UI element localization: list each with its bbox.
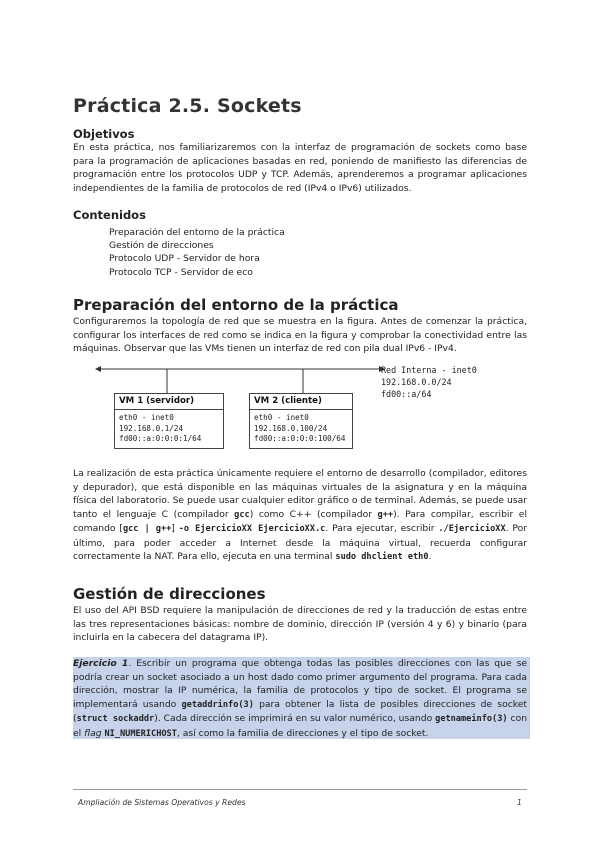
- network-label: [381, 364, 477, 401]
- text-run: . Por último, para poder acceder a Internet desde la máquina virtual, recuerda configurar correctamente la NAT. Para ello, ejecuta en una terminal: [73, 523, 527, 562]
- dhclient-command: sudo dhclient eth0: [335, 552, 429, 562]
- function-getaddrinfo: getaddrinfo(3): [181, 699, 254, 710]
- vm2-ipv6: fd00::a:0:0:0:100/64: [254, 434, 346, 444]
- vm1-ipv4: 192.168.0.1/24: [119, 423, 184, 433]
- network-name: Red Interna - inet0: [381, 365, 477, 375]
- compiler-gpp: g++: [377, 509, 394, 520]
- network-ipv4: 192.168.0.0/24: [381, 377, 452, 388]
- exercise-label: Ejercicio 1: [73, 658, 129, 669]
- page-title: Práctica 2.5. Sockets: [73, 95, 302, 117]
- struct-sockaddr: struct sockaddr: [76, 714, 155, 724]
- contents-item[interactable]: Protocolo TCP - Servidor de eco: [109, 266, 253, 278]
- function-getnameinfo: getnameinfo(3): [435, 714, 508, 724]
- page-number: 1: [517, 798, 522, 807]
- text-run: .: [428, 551, 432, 562]
- vm2-box: [249, 393, 353, 449]
- vm1-box: [114, 393, 224, 449]
- environment-paragraph: [73, 467, 527, 565]
- objetivos-heading: Objetivos: [73, 127, 135, 141]
- network-ipv6: fd00::a/64: [381, 389, 432, 400]
- flag-word: flag: [84, 727, 102, 739]
- run-command: ./EjercicioXX: [438, 524, 506, 534]
- gestion-heading: Gestión de direcciones: [73, 585, 266, 603]
- text-run: ). Cada dirección se imprimirá en su valor numérico, usando: [154, 713, 436, 724]
- contents-list: [109, 226, 285, 279]
- contents-item[interactable]: Gestión de direcciones: [109, 240, 214, 252]
- contenidos-heading: Contenidos: [73, 208, 146, 222]
- compile-command-compiler: gcc | g++: [122, 524, 172, 534]
- contents-item[interactable]: Protocolo UDP - Servidor de hora: [109, 253, 260, 265]
- vm2-title: VM 2 (cliente): [250, 394, 352, 410]
- footer-course: Ampliación de Sistemas Operativos y Redes: [78, 798, 246, 807]
- text-run: ) como C++ (compilador: [249, 508, 378, 520]
- vm2-config: [250, 410, 352, 448]
- bus-left-arrow: [95, 366, 101, 372]
- vm1-iface: eth0 - inet0: [119, 413, 174, 422]
- constant-ni-numerichost: NI_NUMERICHOST: [104, 728, 177, 739]
- objetivos-text: En esta práctica, nos familiarizaremos con la interfaz de programación de sockets como base para la programación de aplicaciones basadas en red, poniendo de manifiesto las diferencias de programación entre los protocolos UDP y TCP. Además, aprenderemos a programar aplicaciones independientes de la familia de protocolos de red (IPv4 o IPv6) utilizados.: [73, 142, 527, 194]
- preparacion-intro: Configuraremos la topología de red que se muestra en la figura. Antes de comenzar la práctica, configurar los interfaces de red como se indica en la figura y comprobar la conectividad entre las máquinas. Observar que las VMs tienen un interfaz de red con pila dual IPv6 - IPv4.: [73, 316, 527, 354]
- text-run: , así como la familia de direcciones y el tipo de socket.: [176, 727, 429, 739]
- footer-divider: [73, 789, 527, 790]
- compiler-gcc: gcc: [234, 509, 250, 520]
- exercise-1-paragraph: [73, 657, 527, 741]
- contents-item[interactable]: Preparación del entorno de la práctica: [109, 227, 285, 238]
- text-run: . Para ejecutar, escribir: [325, 523, 439, 534]
- preparacion-heading: Preparación del entorno de la práctica: [73, 296, 399, 314]
- text-run: para obtener la lista de posibles direcciones de socket (: [73, 698, 527, 724]
- vm1-title: VM 1 (servidor): [115, 394, 223, 410]
- text-run: con el: [73, 713, 528, 739]
- text-run: . Escribir un programa que obtenga todas las posibles direcciones con las que se podría crear un socket asociado a un host dado como primer argumento del programa. Para cada dirección, mostrar la IP numérica, la familia de protocolos y tipo de socket. El programa se implementará usando: [73, 658, 528, 710]
- compile-command-args: -o EjercicioXX EjercicioXX.c: [178, 524, 326, 534]
- text-run: La realización de esta práctica únicamente requiere el entorno de desarrollo (compilador, editores y depurador), que está disponible en las máquinas virtuales de la asignatura y en la máquina física del laboratorio. Se puede usar cualquier editor gráfico o de terminal. Además, se puede usar tanto el lenguaje C (compilador: [73, 468, 527, 520]
- vm2-ipv4: 192.168.0.100/24: [254, 423, 328, 433]
- text-run: ). Para compilar, escribir el comando [: [73, 508, 527, 534]
- gestion-intro: El uso del API BSD requiere la manipulación de direcciones de red y la traducción de estas entre las tres representaciones básicas: nombre de dominio, dirección IP (versión 4 y 6) y binario (para incluirla en la cabecera del datagrama IP).: [73, 605, 527, 643]
- vm2-iface: eth0 - inet0: [254, 413, 309, 422]
- vm1-ipv6: fd00::a:0:0:0:1/64: [119, 434, 202, 444]
- text-run: ]: [171, 523, 179, 534]
- vm1-config: [115, 410, 223, 448]
